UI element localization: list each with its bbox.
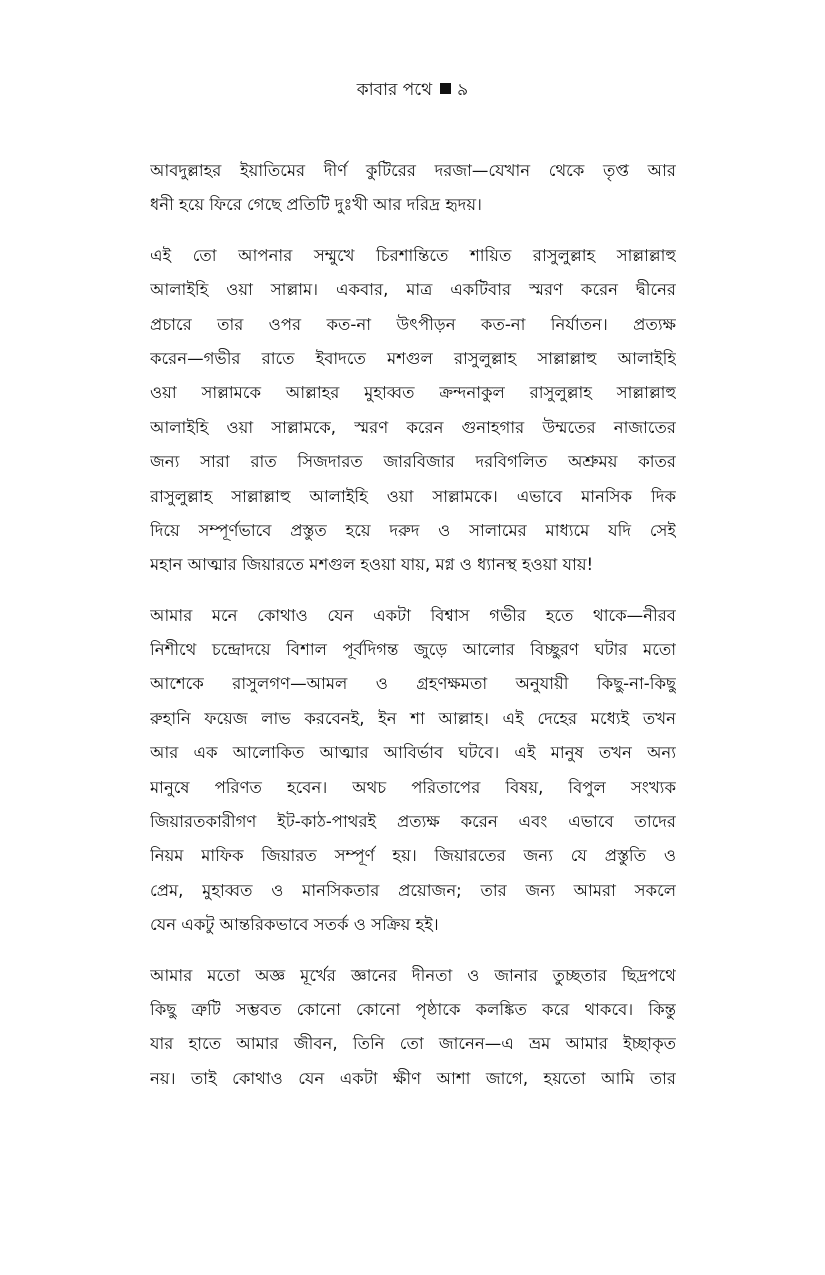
text-line: আশেকে রাসুলগণ—আমল ও গ্রহণক্ষমতা অনুযায়ী কিছু-না-কিছু: [150, 674, 676, 694]
text-line: জিয়ারতকারীগণ ইট-কাঠ-পাথরই প্রত্যক্ষ করেন এবং এভাবে তাদের: [150, 812, 676, 832]
text-line: রুহানি ফয়েজ লাভ করবেনই, ইন শা আল্লাহ। এই দেহের মধ্যেই তখন: [150, 708, 676, 728]
text-line: আলাইহি ওয়া সাল্লামকে, স্মরণ করেন গুনাহগার উম্মতের নাজাতের: [150, 417, 676, 437]
text-line: রাসুলুল্লাহ সাল্লাল্লাহু আলাইহি ওয়া সাল্লামকে। এভাবে মানসিক দিক: [150, 486, 676, 506]
text-line: আলাইহি ওয়া সাল্লাম। একবার, মাত্র একটিবার স্মরণ করেন দ্বীনের: [150, 280, 676, 300]
text-line: মানুষে পরিণত হবেন। অথচ পরিতাপের বিষয়, বিপুল সংখ্যক: [150, 777, 676, 797]
paragraph-1: [150, 154, 676, 223]
page-number: ৯: [457, 80, 469, 100]
paragraph-4: [150, 959, 676, 1097]
text-line: প্রচারে তার ওপর কত-না উৎপীড়ন কত-না নির্যাতন। প্রত্যক্ষ: [150, 314, 676, 334]
text-line: ওয়া সাল্লামকে আল্লাহর মুহাব্বত ক্রন্দনাকুল রাসুলুল্লাহ সাল্লাল্লাহু: [150, 383, 676, 403]
text-line: কিছু ত্রুটি সম্ভবত কোনো কোনো পৃষ্ঠাকে কলঙ্কিত করে থাকবে। কিন্তু: [150, 999, 676, 1019]
text-line: জন্য সারা রাত সিজদারত জারবিজার দরবিগলিত অশ্রুময় কাতর: [150, 452, 676, 472]
running-header: [0, 78, 825, 102]
square-bullet-icon: [440, 83, 451, 94]
text-line: মহান আত্মার জিয়ারতে মশগুল হওয়া যায়, মগ্ন ও ধ্যানস্থ হওয়া যায়!: [150, 555, 594, 575]
text-line: আবদুল্লাহর ইয়াতিমের দীর্ণ কুটিরের দরজা—যেখান থেকে তৃপ্ত আর: [150, 161, 676, 180]
text-line: দিয়ে সম্পূর্ণভাবে প্রস্তুত হয়ে দরুদ ও সালামের মাধ্যমে যদি সেই: [150, 520, 676, 540]
text-line: নিয়ম মাফিক জিয়ারত সম্পূর্ণ হয়। জিয়ারতের জন্য যে প্রস্তুতি ও: [150, 846, 676, 866]
text-line: নয়। তাই কোথাও যেন একটা ক্ষীণ আশা জাগে, হয়তো আমি তার: [150, 1068, 676, 1088]
paragraph-2: [150, 239, 676, 583]
paragraph-3: [150, 599, 676, 943]
text-line: যার হাতে আমার জীবন, তিনি তো জানেন—এ ভ্রম আমার ইচ্ছাকৃত: [150, 1034, 676, 1054]
body-text: [150, 154, 676, 1112]
book-title: কাবার পথে: [356, 80, 433, 100]
text-line: আমার মনে কোথাও যেন একটা বিশ্বাস গভীর হতে থাকে—নীরব: [150, 605, 676, 625]
text-line: ধনী হয়ে ফিরে গেছে প্রতিটি দুঃখী আর দরিদ্র হৃদয়।: [150, 195, 482, 215]
text-line: প্রেম, মুহাব্বত ও মানসিকতার প্রয়োজন; তার জন্য আমরা সকলে: [150, 880, 676, 900]
text-line: নিশীথে চন্দ্রোদয়ে বিশাল পূর্বদিগন্ত জুড়ে আলোর বিচ্ছুরণ ঘটার মতো: [150, 640, 676, 660]
text-line: করেন—গভীর রাতে ইবাদতে মশগুল রাসুলুল্লাহ সাল্লাল্লাহু আলাইহি: [150, 348, 676, 368]
text-line: যেন একটু আন্তরিকভাবে সতর্ক ও সক্রিয় হই।: [150, 915, 439, 935]
text-line: আমার মতো অজ্ঞ মূর্খের জ্ঞানের দীনতা ও জানার তুচ্ছতার ছিদ্রপথে: [150, 965, 676, 985]
text-line: এই তো আপনার সম্মুখে চিরশান্তিতে শায়িত রাসুলুল্লাহ সাল্লাল্লাহু: [150, 245, 676, 265]
text-line: আর এক আলোকিত আত্মার আবির্ভাব ঘটবে। এই মানুষ তখন অন্য: [150, 743, 676, 763]
